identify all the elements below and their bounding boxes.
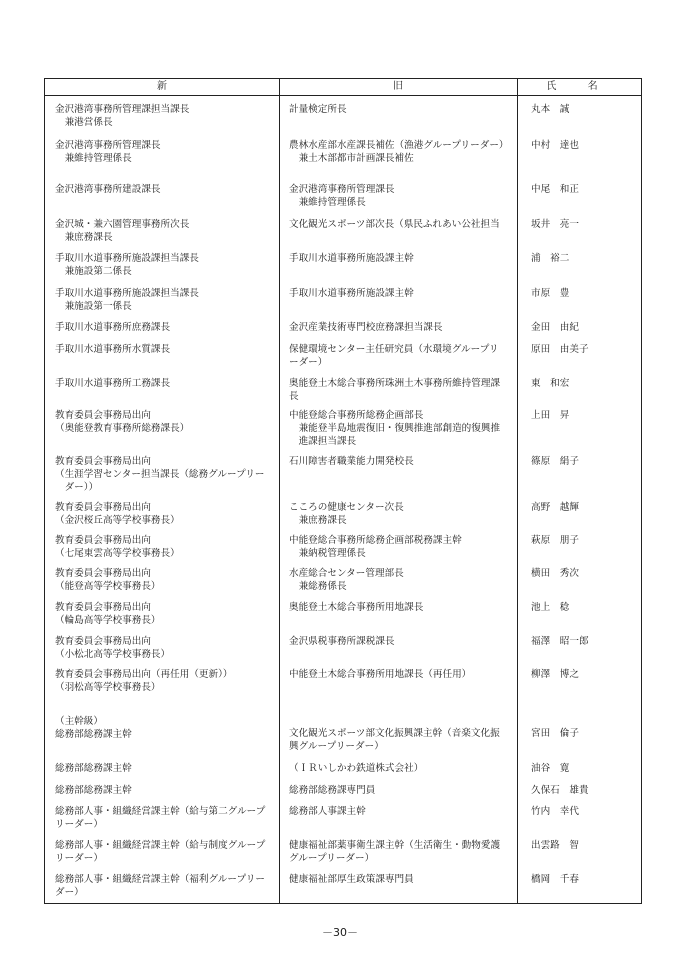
old-post: 金沢県税事務所課税課長 (289, 636, 395, 647)
old-post: 計量検定所長 (289, 104, 347, 115)
header-new: 新 (157, 81, 167, 92)
new-post: 教育委員会事務局出向 （金沢桜丘高等学校事務長） (55, 502, 180, 526)
person-name: 上田 昇 (531, 410, 570, 421)
page-number: －30－ (322, 926, 358, 939)
old-post: 中能登土木総合事務所用地課長（再任用） (289, 669, 472, 680)
person-name: 東 和宏 (531, 378, 570, 389)
old-post: 水産総合センター管理部長 兼総務係長 (289, 568, 404, 592)
new-post: 教育委員会事務局出向 （七尾東雲高等学校事務長） (55, 535, 180, 559)
old-post: 金沢産業技術専門校庶務課担当課長 (289, 322, 443, 333)
old-post: 手取川水道事務所施設課主幹 (289, 288, 414, 299)
old-post: 総務部人事課主幹 (289, 806, 366, 817)
new-post: 金沢港湾事務所管理課長 兼維持管理係長 (55, 140, 161, 164)
person-name: 丸本 誠 (531, 104, 570, 115)
person-name: 坂井 亮一 (531, 219, 579, 230)
person-name: 福澤 昭一郎 (531, 636, 589, 647)
person-name: 橋岡 千春 (531, 874, 579, 885)
new-post: 金沢城・兼六園管理事務所次長 兼庶務課長 (55, 219, 190, 243)
new-post: 教育委員会事務局出向 （小松北高等学校事務長） (55, 636, 171, 660)
old-post: こころの健康センター次長 兼庶務課長 (289, 502, 404, 526)
header-name: 氏 名 (546, 81, 612, 92)
old-post: 健康福祉部厚生政策課専門員 (289, 874, 414, 885)
column-divider (517, 79, 518, 903)
old-post: 石川障害者職業能力開発校長 (289, 456, 414, 467)
person-name: 横田 秀次 (531, 568, 579, 579)
person-name: 篠原 絹子 (531, 456, 579, 467)
old-post: 保健環境センター主任研究員（水環境グループリ ーダー） (289, 344, 499, 368)
new-post: 総務部総務課主幹 (55, 763, 132, 774)
old-post: 健康福祉部薬事衛生課主幹（生活衛生・動物愛護 グループリーダー） (289, 840, 501, 864)
old-post: 手取川水道事務所施設課主幹 (289, 253, 414, 264)
person-name: 久保石 雄貴 (531, 785, 589, 796)
new-post: 手取川水道事務所庶務課長 (55, 322, 171, 333)
new-post: 金沢港湾事務所管理課担当課長 兼港営係長 (55, 104, 190, 128)
old-post: 金沢港湾事務所管理課長 兼維持管理係長 (289, 184, 395, 208)
old-post: （ＩＲいしかわ鉄道株式会社） (289, 763, 424, 774)
person-name: 萩原 朋子 (531, 535, 579, 546)
new-post: （主幹級） 総務部総務課主幹 (55, 716, 132, 740)
old-post: 文化観光スポーツ部次長（県民ふれあい公社担当 (289, 219, 500, 230)
new-post: 教育委員会事務局出向（再任用（更新）） （羽松高等学校事務長） (55, 669, 233, 693)
header-divider (45, 95, 641, 96)
new-post: 教育委員会事務局出向 （生涯学習センター担当課長（総務グループリー ダー）） (55, 456, 265, 493)
person-name: 宮田 倫子 (531, 728, 579, 739)
person-name: 油谷 寛 (531, 763, 570, 774)
new-post: 手取川水道事務所工務課長 (55, 378, 171, 389)
person-name: 市原 豊 (531, 288, 570, 299)
header-old: 旧 (393, 81, 403, 92)
new-post: 教育委員会事務局出向 （奥能登教育事務所総務課長） (55, 410, 190, 434)
new-post: 手取川水道事務所施設課担当課長 兼施設第一係長 (55, 288, 199, 312)
person-name: 中村 達也 (531, 140, 579, 151)
old-post: 奥能登土木総合事務所珠洲土木事務所維持管理課 長 (289, 378, 501, 402)
person-name: 池上 稔 (531, 602, 570, 613)
column-divider (279, 79, 280, 903)
old-post: 中能登総合事務所総務企画部税務課主幹 兼納税管理係長 (289, 535, 462, 559)
old-post: 文化観光スポーツ部文化振興課主幹（音楽文化振 興グループリーダー） (289, 728, 500, 752)
person-name: 柳澤 博之 (531, 669, 579, 680)
new-post: 総務部人事・組織経営課主幹（給与制度グループ リーダー） (55, 840, 266, 864)
new-post: 教育委員会事務局出向 （輪島高等学校事務長） (55, 602, 161, 626)
old-post: 中能登総合事務所総務企画部長 兼能登半島地震復旧・復興推進部創造的復興推 進課担当課長 (289, 410, 501, 447)
person-name: 竹内 幸代 (531, 806, 579, 817)
new-post: 教育委員会事務局出向 （能登高等学校事務長） (55, 568, 161, 592)
personnel-table (44, 78, 642, 904)
new-post: 総務部人事・組織経営課主幹（福利グループリー ダー） (55, 874, 265, 898)
new-post: 手取川水道事務所施設課担当課長 兼施設第二係長 (55, 253, 199, 277)
person-name: 原田 由美子 (531, 344, 589, 355)
person-name: 出雲路 智 (531, 840, 579, 851)
old-post: 奥能登土木総合事務所用地課長 (289, 602, 424, 613)
person-name: 浦 裕二 (531, 253, 570, 264)
person-name: 高野 越輝 (531, 502, 579, 513)
new-post: 金沢港湾事務所建設課長 (55, 184, 161, 195)
old-post: 農林水産部水産課長補佐（漁港グループリーダー） 兼土木部都市計画課長補佐 (289, 140, 509, 164)
new-post: 総務部総務課主幹 (55, 785, 132, 796)
new-post: 手取川水道事務所水質課長 (55, 344, 171, 355)
new-post: 総務部人事・組織経営課主幹（給与第二グループ リーダー） (55, 806, 266, 830)
old-post: 総務部総務課専門員 (289, 785, 376, 796)
person-name: 金田 由紀 (531, 322, 579, 333)
person-name: 中尾 和正 (531, 184, 579, 195)
